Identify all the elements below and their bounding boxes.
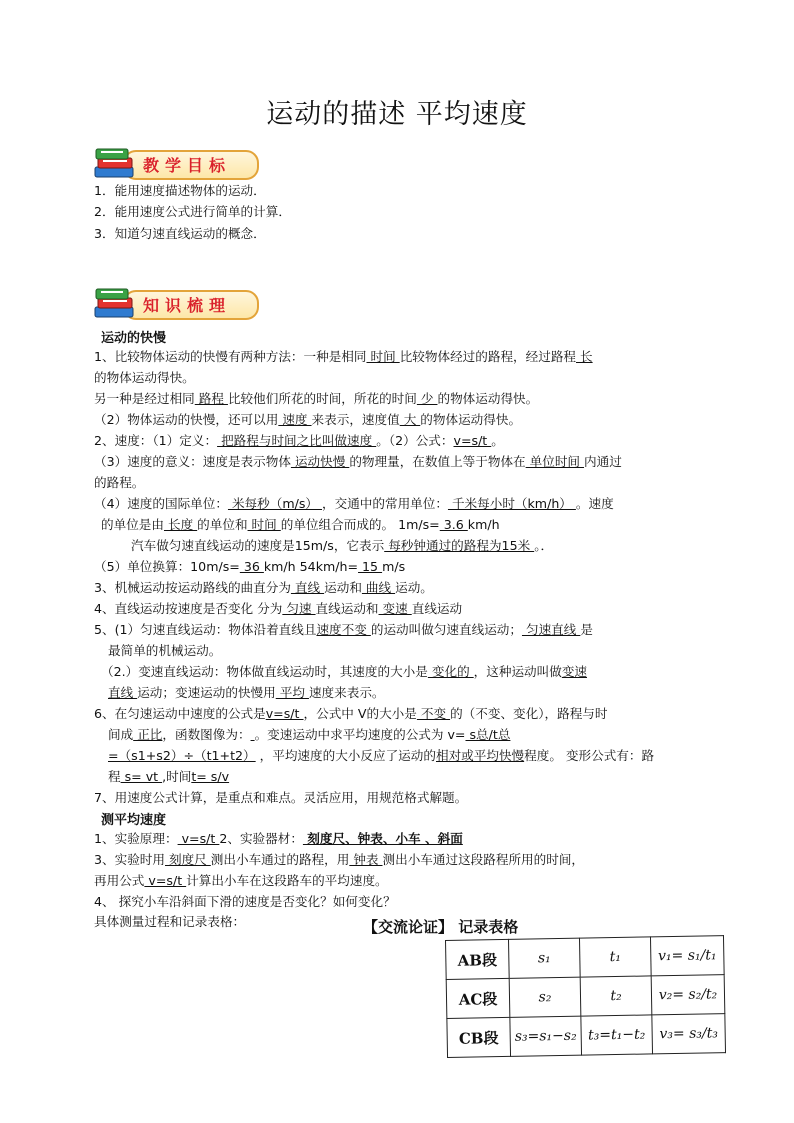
text-line: =（s1+s2）÷（t1+t2） ，平均速度的大小反应了运动的相对或平均快慢程度。 变形公式有：路 [108,748,655,763]
text-line: 1、比较物体运动的快慢有两种方法：一种是相同 时间 比较物体经过的路程，经过路程 长 [94,349,593,364]
text-line: 汽车做匀速直线运动的速度是15m/s，它表示 每秒钟通过的路程为15米 。． [131,538,554,553]
knowledge-banner [93,283,263,321]
text-line: 程 s= vt ,时间t= s/v [108,769,230,784]
text-line: （5）单位换算：10m/s= 36 km/h 54km/h= 15 m/s [94,559,406,574]
knowledge-banner-label: 知识梳理 [143,296,232,315]
table-heading: 【交流论证】 记录表格 [363,918,519,936]
books-icon [93,143,137,181]
goal-item: 2．能用速度公式进行简单的计算． [94,204,291,219]
table-row [446,975,725,1019]
text-line: 3、机械运动按运动路线的曲直分为 直线 运动和 曲线 运动。 [94,580,433,595]
goal-item: 1．能用速度描述物体的运动． [94,183,266,198]
text-line: 具体测量过程和记录表格： [94,914,246,929]
distance-cell: s₁ [508,938,580,978]
text-line: 7、用速度公式计算，是重点和难点。灵活应用，用规范格式解题。 [94,790,468,805]
distance-cell: s₂ [509,977,581,1017]
text-line: 5、(1）匀速直线运动：物体沿着直线且速度不变 的运动叫做匀速直线运动； 匀速直线 是 [94,622,593,637]
table-row [446,936,725,980]
text-line: 的单位是由 长度 的单位和 时间 的单位组合而成的。 1m/s= 3.6 km/h [101,517,500,532]
segment-cell: AB段 [446,939,510,979]
text-line: （2）物体运动的快慢，还可以用 速度 来表示，速度值 大 的物体运动得快。 [94,412,522,427]
speed-cell: v₁= s₁/t₁ [650,936,724,976]
time-cell: t₂ [580,976,652,1016]
text-line: 4、直线运动按速度是否变化 分为 匀速 直线运动和 变速 直线运动 [94,601,463,616]
segment-cell: CB段 [447,1017,511,1057]
speed-cell: v₂= s₂/t₂ [651,975,725,1015]
time-cell: t₁ [579,937,651,977]
text-line: 最简单的机械运动。 [108,643,222,658]
text-line: 间成 正比，函数图像为： 。变速运动中求平均速度的公式为 v= s总/t总 [108,727,511,742]
text-line: 的路程。 [94,475,145,490]
text-line: 6、在匀速运动中速度的公式是v=s/t ，公式中 V的大小是 不变 的（不变、变化），路程与时 [94,706,608,721]
goals-banner [93,143,263,181]
goal-item: 3．知道匀速直线运动的概念． [94,226,266,241]
text-line: 1、实验原理： v=s/t 2、实验器材： 刻度尺、钟表、小车 、斜面 [94,831,463,846]
text-line: 3、实验时用 刻度尺 测出小车通过的路程，用 钟表 测出小车通过这段路程所用的时间， [94,852,585,867]
text-line: 再用公式 v=s/t 计算出小车在这段路车的平均速度。 [94,873,388,888]
page-title: 运动的描述 平均速度 [266,99,528,130]
text-line: （2.）变速直线运动：物体做直线运动时，其速度的大小是 变化的 ，这种运动叫做变速 [101,664,588,679]
text-line: 直线 运动；变速运动的快慢用 平均 速度来表示。 [108,685,385,700]
text-line: （3）速度的意义：速度是表示物体 运动快慢 的物理量，在数值上等于物体在 单位时间 内通过 [94,454,622,469]
table-row [447,1014,726,1058]
text-line: 2、速度：（1）定义： 把路程与时间之比叫做速度 。（2）公式：v=s/t 。 [94,433,504,448]
text-line: 4、 探究小车沿斜面下滑的速度是否变化？如何变化？ [94,894,396,909]
record-table-figure [345,910,755,1060]
books-icon [93,283,137,321]
speed-cell: v₃= s₃/t₃ [652,1014,726,1054]
text-line: （4）速度的国际单位： 米每秒（m/s） ，交通中的常用单位： 千米每小时（km/h） 。速度 [94,496,614,511]
text-line: 的物体运动得快。 [94,370,195,385]
goals-banner-label: 教学目标 [143,156,232,175]
record-table [445,935,726,1058]
segment-cell: AC段 [446,978,510,1018]
time-cell: t₃=t₁−t₂ [581,1015,653,1055]
section-heading: 运动的快慢 [101,331,167,346]
distance-cell: s₃=s₁−s₂ [510,1016,582,1056]
text-line: 另一种是经过相同 路程 比较他们所花的时间，所花的时间 少 的物体运动得快。 [94,391,539,406]
section-heading: 测平均速度 [101,813,167,828]
